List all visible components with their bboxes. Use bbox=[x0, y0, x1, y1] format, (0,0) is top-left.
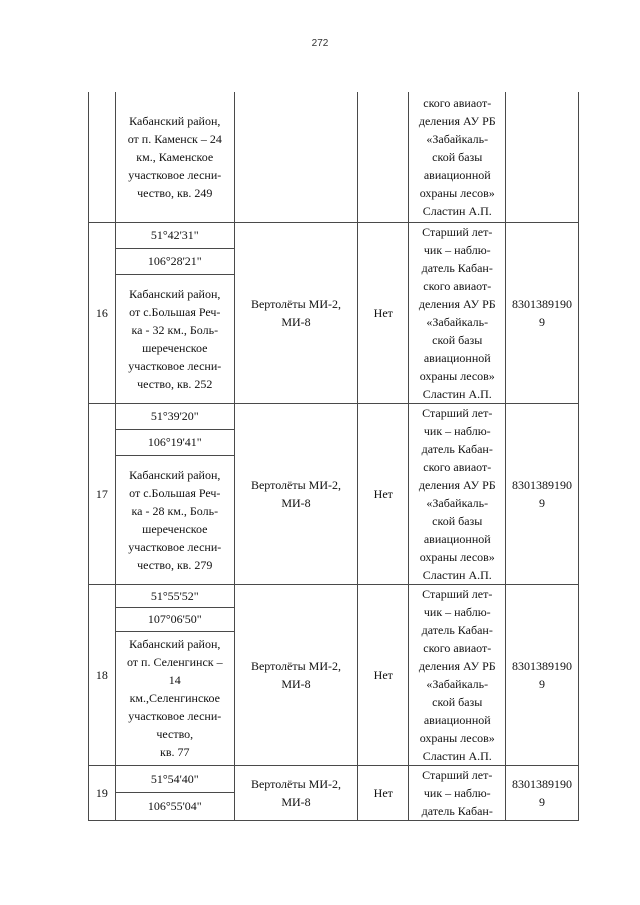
latitude-cell: 51°54'40" bbox=[115, 765, 234, 793]
availability-cell: Нет bbox=[358, 222, 409, 403]
longitude-cell: 106°19'41" bbox=[115, 429, 234, 455]
phone-cell: 8301389190 9 bbox=[506, 765, 579, 820]
phone-cell: 8301389190 9 bbox=[506, 584, 579, 765]
row-number-cell: 17 bbox=[89, 403, 116, 584]
table-row bbox=[89, 584, 579, 608]
longitude-cell: 107°06'50" bbox=[115, 608, 234, 632]
row-number-cell: 19 bbox=[89, 765, 116, 820]
aircraft-cell bbox=[234, 92, 357, 222]
responsible-cell: Старший лет- чик – наблю- датель Кабан- ского авиаот- деления АУ РБ «Забайкаль- ской базы авиационной охраны лесов» Сластин А.П. bbox=[409, 403, 506, 584]
availability-cell: Нет bbox=[358, 765, 409, 820]
latitude-cell: 51°42'31" bbox=[115, 222, 234, 248]
longitude-cell: 106°55'04" bbox=[115, 793, 234, 821]
phone-cell bbox=[506, 92, 579, 222]
row-number-cell bbox=[89, 92, 116, 222]
table-row bbox=[89, 92, 579, 222]
helipad-table bbox=[88, 92, 579, 821]
row-number-cell: 18 bbox=[89, 584, 116, 765]
latitude-cell: 51°39'20" bbox=[115, 403, 234, 429]
latitude-cell: 51°55'52" bbox=[115, 584, 234, 608]
aircraft-cell: Вертолёты МИ-2, МИ-8 bbox=[234, 584, 357, 765]
availability-cell: Нет bbox=[358, 403, 409, 584]
longitude-cell: 106°28'21" bbox=[115, 248, 234, 274]
location-cell: Кабанский район, от с.Большая Реч- ка - 28 км., Боль- шереченское участковое лесни- чество, кв. 279 bbox=[115, 455, 234, 584]
page-number: 272 bbox=[311, 38, 329, 49]
availability-cell: Нет bbox=[358, 584, 409, 765]
aircraft-cell: Вертолёты МИ-2, МИ-8 bbox=[234, 403, 357, 584]
table-row bbox=[89, 403, 579, 429]
responsible-cell: ского авиаот- деления АУ РБ «Забайкаль- ской базы авиационной охраны лесов» Сластин А.П. bbox=[409, 92, 506, 222]
availability-cell bbox=[358, 92, 409, 222]
location-cell: Кабанский район, от с.Большая Реч- ка - 32 км., Боль- шереченское участковое лесни- чество, кв. 252 bbox=[115, 274, 234, 403]
aircraft-cell: Вертолёты МИ-2, МИ-8 bbox=[234, 222, 357, 403]
responsible-cell: Старший лет- чик – наблю- датель Кабан- ского авиаот- деления АУ РБ «Забайкаль- ской базы авиационной охраны лесов» Сластин А.П. bbox=[409, 584, 506, 765]
aircraft-cell: Вертолёты МИ-2, МИ-8 bbox=[234, 765, 357, 820]
phone-cell: 8301389190 9 bbox=[506, 403, 579, 584]
table-row bbox=[89, 765, 579, 793]
phone-cell: 8301389190 9 bbox=[506, 222, 579, 403]
responsible-cell: Старший лет- чик – наблю- датель Кабан- bbox=[409, 765, 506, 820]
responsible-cell: Старший лет- чик – наблю- датель Кабан- ского авиаот- деления АУ РБ «Забайкаль- ской базы авиационной охраны лесов» Сластин А.П. bbox=[409, 222, 506, 403]
location-cell: Кабанский район, от п. Селенгинск – 14 км.,Селенгинское участковое лесни- чество, кв. 77 bbox=[115, 631, 234, 765]
location-cell: Кабанский район, от п. Каменск – 24 км., Каменское участковое лесни- чество, кв. 249 bbox=[115, 92, 234, 222]
row-number-cell: 16 bbox=[89, 222, 116, 403]
table-row bbox=[89, 222, 579, 248]
